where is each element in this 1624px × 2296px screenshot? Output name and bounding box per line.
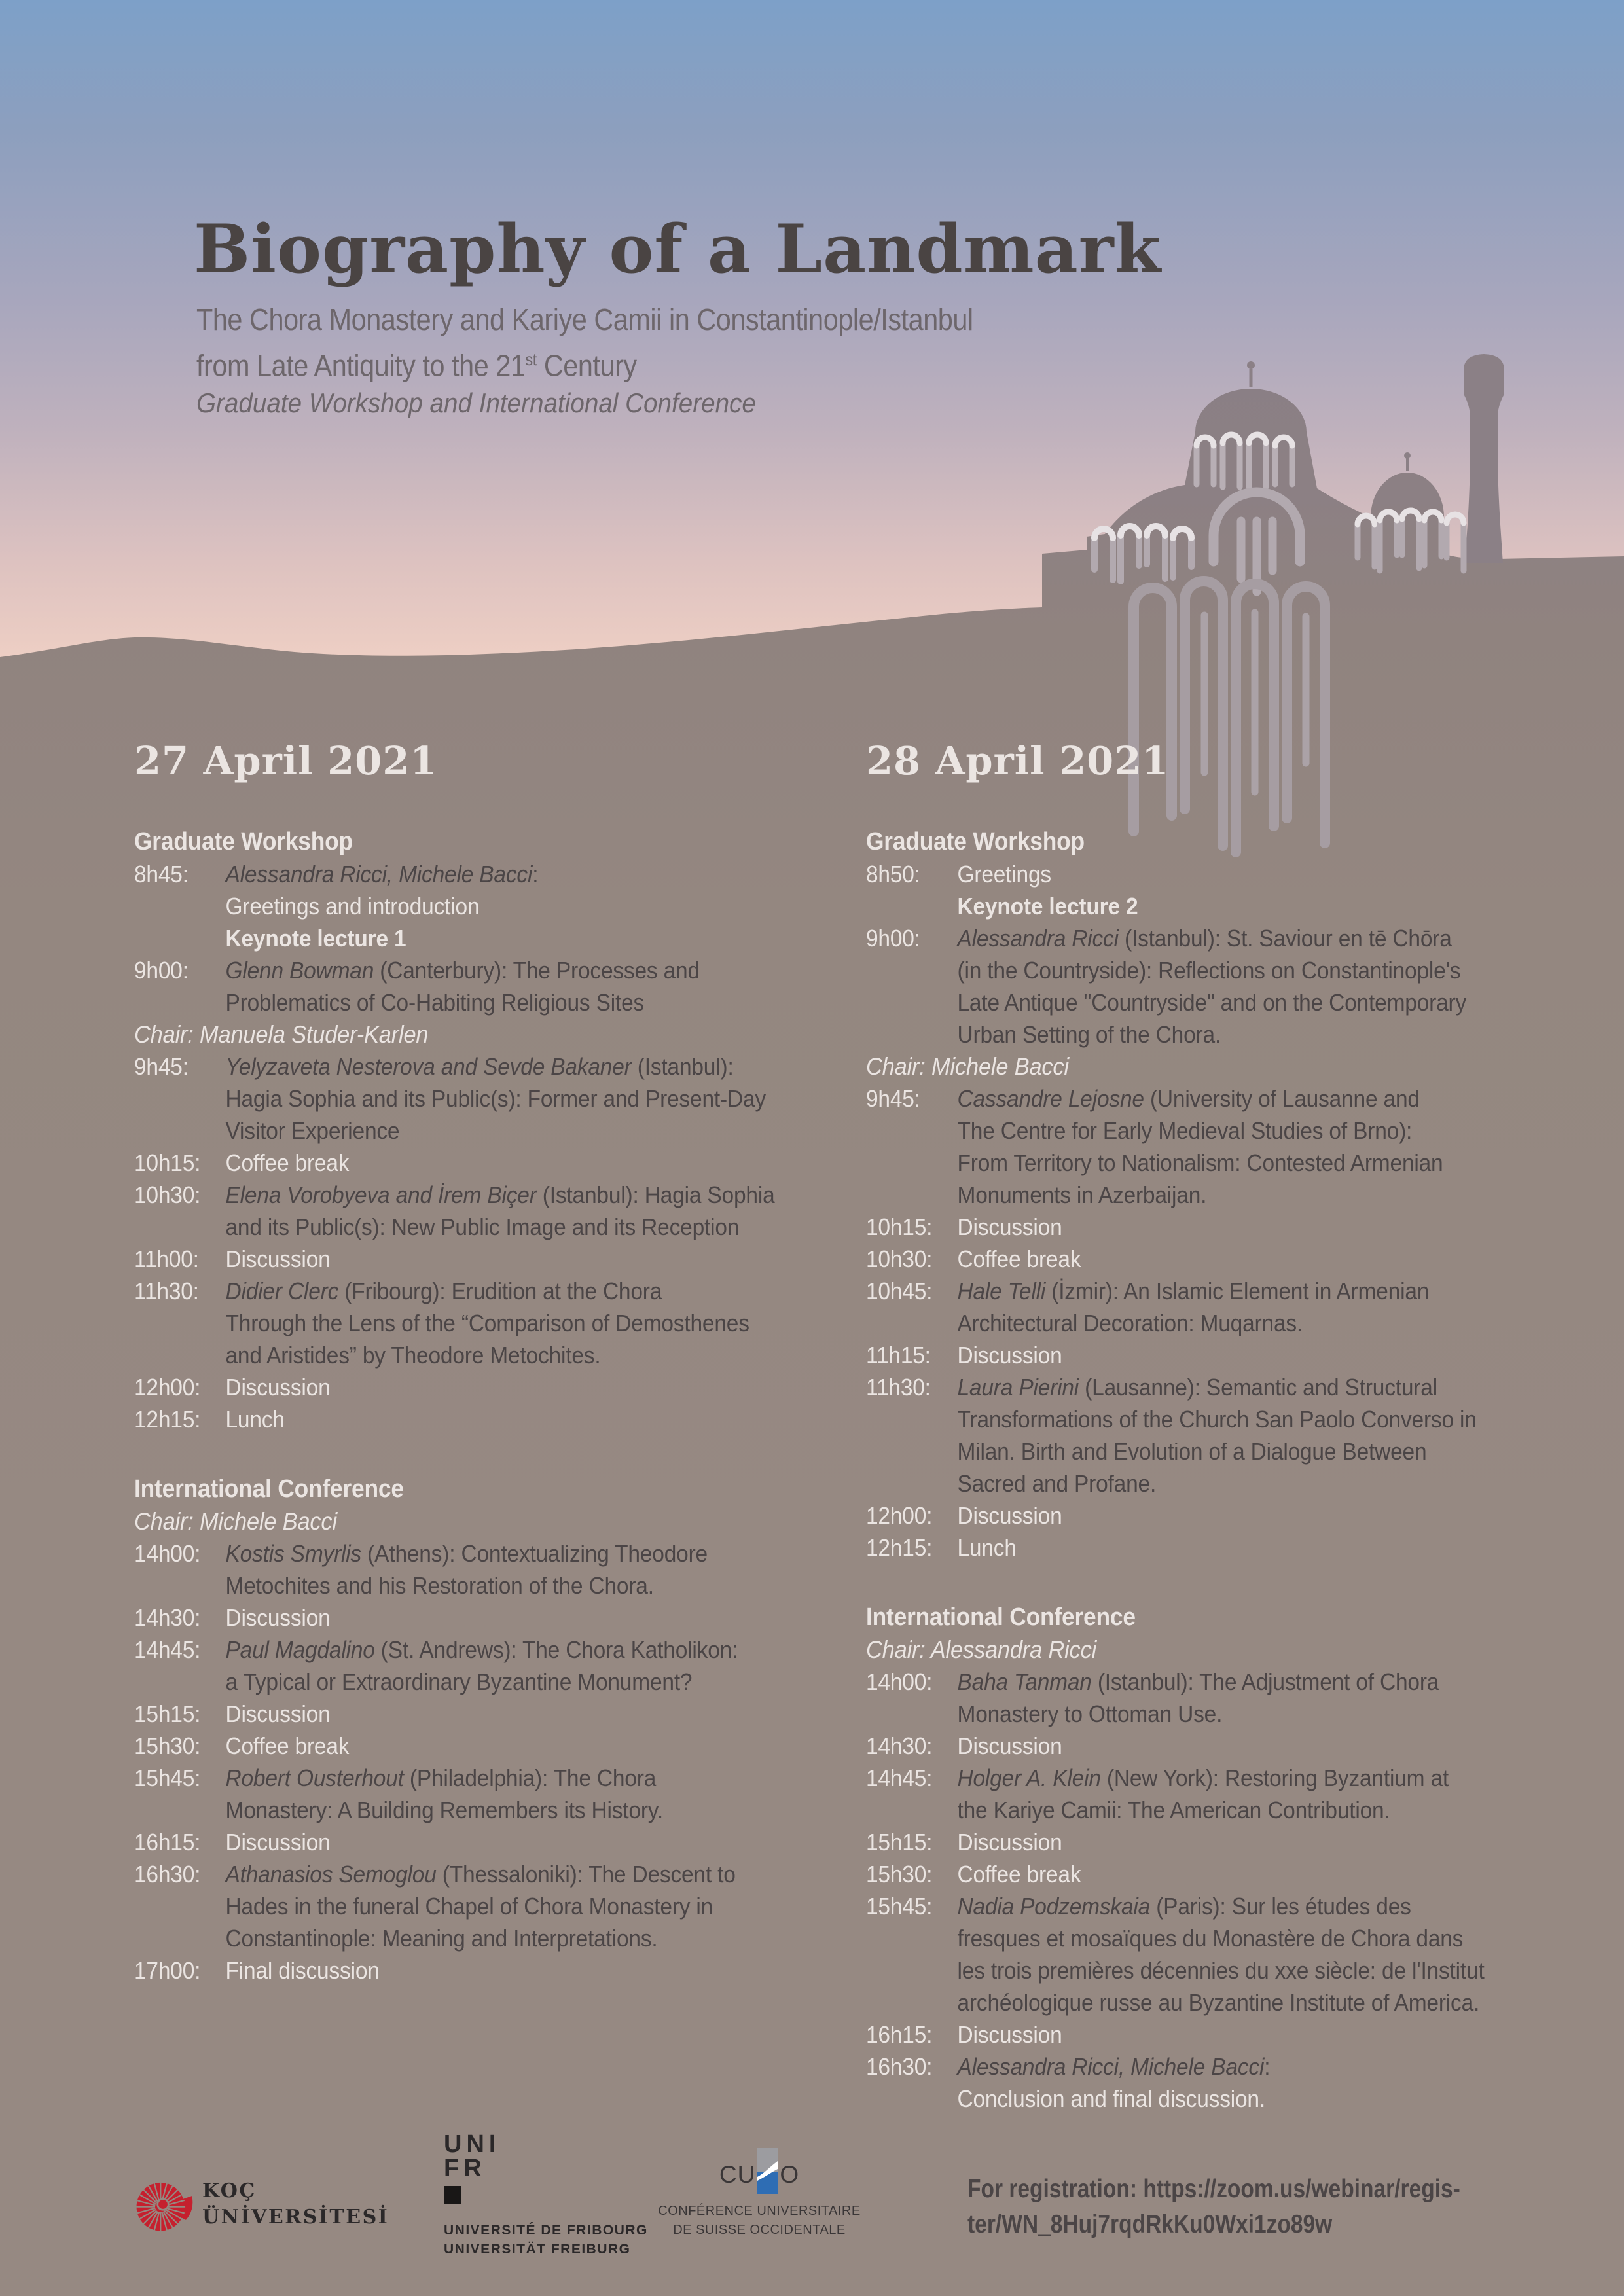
koc-university-logo [133,2174,389,2234]
item-text: Discussion [957,1342,1062,1369]
schedule-list [134,826,852,1986]
time-label: 11h30: [866,1374,931,1401]
item-text: Keynote lecture 1 [225,925,406,952]
item-text: Didier Clerc (Fribourg): Erudition at the Chora Through the Lens of the “Comparison of Demosthenes and Aristides” by Theodore Metochites. [225,1278,749,1369]
schedule-item [866,1339,1584,1371]
schedule-item [134,1537,852,1602]
item-text: Robert Ousterhout (Philadelphia): The Chora Monastery: A Building Remembers its History. [225,1765,663,1823]
chair-line: Chair: Alessandra Ricci [866,1636,1097,1663]
time-label: 8h50: [866,861,920,888]
item-text: Discussion [957,1829,1062,1856]
subtitle-line1: The Chora Monastery and Kariye Camii in Constantinople/Istanbul [196,302,973,336]
item-text: Baha Tanman (Istanbul): The Adjustment of Chora Monastery to Ottoman Use. [957,1668,1439,1727]
schedule-list [866,826,1584,2115]
time-label: 12h15: [134,1406,201,1433]
page-title: Biography of a Landmark [194,210,1162,289]
item-text: Hale Telli (İzmir): An Islamic Element in Armenian Architectural Decoration: Muqarnas. [957,1278,1430,1336]
chair-line: Chair: Michele Bacci [134,1508,337,1535]
spacer [866,1564,1584,1602]
schedule-item [134,922,852,954]
schedule-item [134,858,852,922]
item-text: Alessandra Ricci, Michele Bacci: Conclusion and final discussion. [957,2053,1271,2112]
schedule-item [134,1243,852,1275]
time-label: 12h15: [866,1534,933,1561]
time-label: 9h00: [134,957,189,984]
item-text: Coffee break [957,1861,1081,1888]
item-text: Elena Vorobyeva and İrem Biçer (Istanbul): Hagia Sophia and its Public(s): New Public Image and its Reception [225,1181,775,1240]
time-label: 15h45: [134,1765,201,1791]
koc-spiral-icon [133,2174,193,2234]
item-text: Discussion [957,1732,1062,1759]
time-label: 12h00: [866,1502,933,1529]
schedule-item [134,1826,852,1858]
time-label: 12h00: [134,1374,201,1401]
schedule-item [866,1762,1584,1826]
time-label: 15h30: [866,1861,933,1888]
time-label: 16h30: [866,2053,933,2080]
item-text: Lunch [957,1534,1017,1561]
item-text: Kostis Smyrlis (Athens): Contextualizing Theodore Metochites and his Restoration of the Chora. [225,1540,708,1599]
item-text: Glenn Bowman (Canterbury): The Processes and Problematics of Co-Habiting Religious Sites [225,957,700,1016]
item-text: Lunch [225,1406,285,1433]
item-text: Laura Pierini (Lausanne): Semantic and Structural Transformations of the Church San Paolo Converso in Milan. Birth and Evolution of a Dialogue Between Sacred and Profane. [957,1374,1477,1497]
unifr-logo-text: UNI FR [444,2130,501,2182]
item-text: Discussion [225,1829,331,1856]
schedule-item [866,1275,1584,1339]
time-label: 14h45: [866,1765,933,1791]
time-label: 10h30: [134,1181,201,1208]
schedule-item [134,1602,852,1634]
item-text: Discussion [225,1374,331,1401]
time-label: 8h45: [134,861,189,888]
time-label: 11h15: [866,1342,931,1369]
time-label: 9h45: [866,1085,920,1112]
schedule-item [134,954,852,1018]
time-label: 14h00: [134,1540,201,1567]
day-date: 28 April 2021 [866,738,1170,783]
cuso-caption: CONFÉRENCE UNIVERSITAIRE DE SUISSE OCCIDENTALE [658,2204,861,2237]
section-header: International Conference [866,1604,1136,1631]
item-text: Discussion [957,2021,1062,2048]
schedule-item [134,1147,852,1179]
time-label: 16h30: [134,1861,201,1888]
schedule-item [866,1890,1584,2018]
chair-line: Chair: Michele Bacci [866,1053,1069,1080]
item-text: Discussion [225,1246,331,1272]
time-label: 10h15: [866,1213,933,1240]
subtitle-line2: from Late Antiquity to the 21st Century [196,348,637,383]
time-label: 10h15: [134,1149,201,1176]
spacer [134,1435,852,1473]
item-text: Nadia Podzemskaia (Paris): Sur les études des fresques et mosaïques du Monastère de Chora dans les trois premières décennies du xxe siècle: de l'Institut archéologique russe au Byzantine Institute of America. [957,1893,1485,2016]
schedule-item [866,1532,1584,1564]
item-text: Discussion [957,1502,1062,1529]
schedule-item [134,1698,852,1730]
item-text: Coffee break [957,1246,1081,1272]
schedule-item [866,1666,1584,1730]
time-label: 17h00: [134,1957,201,1984]
time-label: 10h45: [866,1278,933,1304]
time-label: 9h00: [866,925,920,952]
registration-info [967,2172,1530,2242]
item-text: Cassandre Lejosne (University of Lausanne and The Centre for Early Medieval Studies of Brno): From Territory to Nationalism: Contested Armenian Monuments in Azerbaijan. [957,1085,1443,1208]
item-text: Alessandra Ricci, Michele Bacci: Greetings and introduction [225,861,539,920]
time-label: 15h30: [134,1732,201,1759]
schedule-item [866,1499,1584,1532]
schedule-item [866,1211,1584,1243]
time-label: 14h45: [134,1636,201,1663]
schedule-item [866,1826,1584,1858]
unifr-logo [444,2132,648,2259]
schedule-item [134,1179,852,1243]
registration-line2: ter/WN_8Huj7rqdRkKu0Wxi1zo89w [967,2210,1333,2238]
item-text: Discussion [957,1213,1062,1240]
item-text: Final discussion [225,1957,380,1984]
cuso-logo-text-left: CU [719,2161,756,2188]
section-header: Graduate Workshop [134,828,353,855]
time-label: 15h45: [866,1893,933,1920]
schedule-item [866,1243,1584,1275]
registration-line1: For registration: https://zoom.us/webinar/regis- [967,2175,1460,2203]
event-type-line: Graduate Workshop and International Conference [196,387,756,418]
time-label: 11h00: [134,1246,199,1272]
schedule-item [134,1050,852,1147]
item-text: Discussion [225,1604,331,1631]
item-text: Coffee break [225,1149,350,1176]
time-label: 9h45: [134,1053,189,1080]
schedule-item [866,2018,1584,2051]
item-text: Paul Magdalino (St. Andrews): The Chora Katholikon: a Typical or Extraordinary Byzantine Monument? [225,1636,738,1695]
schedule-item [134,1954,852,1986]
unifr-caption: UNIVERSITÉ DE FRIBOURG UNIVERSITÄT FREIBURG [444,2223,648,2257]
time-label: 14h30: [134,1604,201,1631]
time-label: 15h15: [866,1829,933,1856]
koc-logo-text: KOÇ ÜNİVERSİTESİ [202,2179,389,2229]
poster-subtitle [196,300,973,386]
schedule-item [866,2051,1584,2115]
schedule-item [866,1858,1584,1890]
schedule-item [134,1730,852,1762]
cuso-logo-text-right: O [780,2161,800,2188]
time-label: 14h00: [866,1668,933,1695]
schedule-item [134,1403,852,1435]
item-text: Yelyzaveta Nesterova and Sevde Bakaner (Istanbul): Hagia Sophia and its Public(s): Former and Present-Day Visitor Experience [225,1053,766,1144]
section-header: Graduate Workshop [866,828,1085,855]
time-label: 16h15: [866,2021,933,2048]
item-text: Athanasios Semoglou (Thessaloniki): The Descent to Hades in the funeral Chapel of Chora Monastery in Constantinople: Meaning and Interpretations. [225,1861,736,1952]
schedule-item [134,1634,852,1698]
item-text: Greetings [957,861,1051,888]
day-date: 27 April 2021 [134,738,438,783]
schedule-item [134,1371,852,1403]
time-label: 10h30: [866,1246,933,1272]
schedule-item [866,1371,1584,1499]
item-text: Holger A. Klein (New York): Restoring Byzantium at the Kariye Camii: The American Contribution. [957,1765,1449,1823]
time-label: 14h30: [866,1732,933,1759]
item-text: Discussion [225,1700,331,1727]
schedule-item [134,1858,852,1954]
superscript-st: st [525,350,537,369]
schedule-item [866,922,1584,1050]
cuso-logo [648,2152,871,2240]
time-label: 16h15: [134,1829,201,1856]
unifr-square-icon [444,2186,461,2204]
schedule-item [866,1730,1584,1762]
time-label: 11h30: [134,1278,199,1304]
time-label: 15h15: [134,1700,201,1727]
cuso-bar-icon [757,2148,778,2194]
item-text: Keynote lecture 2 [957,893,1138,920]
schedule-item [866,858,1584,890]
item-text: Alessandra Ricci (Istanbul): St. Saviour en tē Chōra (in the Countryside): Reflections on Constantinople's Late Antique "Countryside" and on the Contemporary Urban Setting of the Chora. [957,925,1467,1048]
chair-line: Chair: Manuela Studer-Karlen [134,1021,429,1048]
section-header: International Conference [134,1475,404,1503]
schedule-item [134,1275,852,1371]
schedule-item [866,890,1584,922]
schedule-item [866,1083,1584,1211]
item-text: Coffee break [225,1732,350,1759]
schedule-item [134,1762,852,1826]
